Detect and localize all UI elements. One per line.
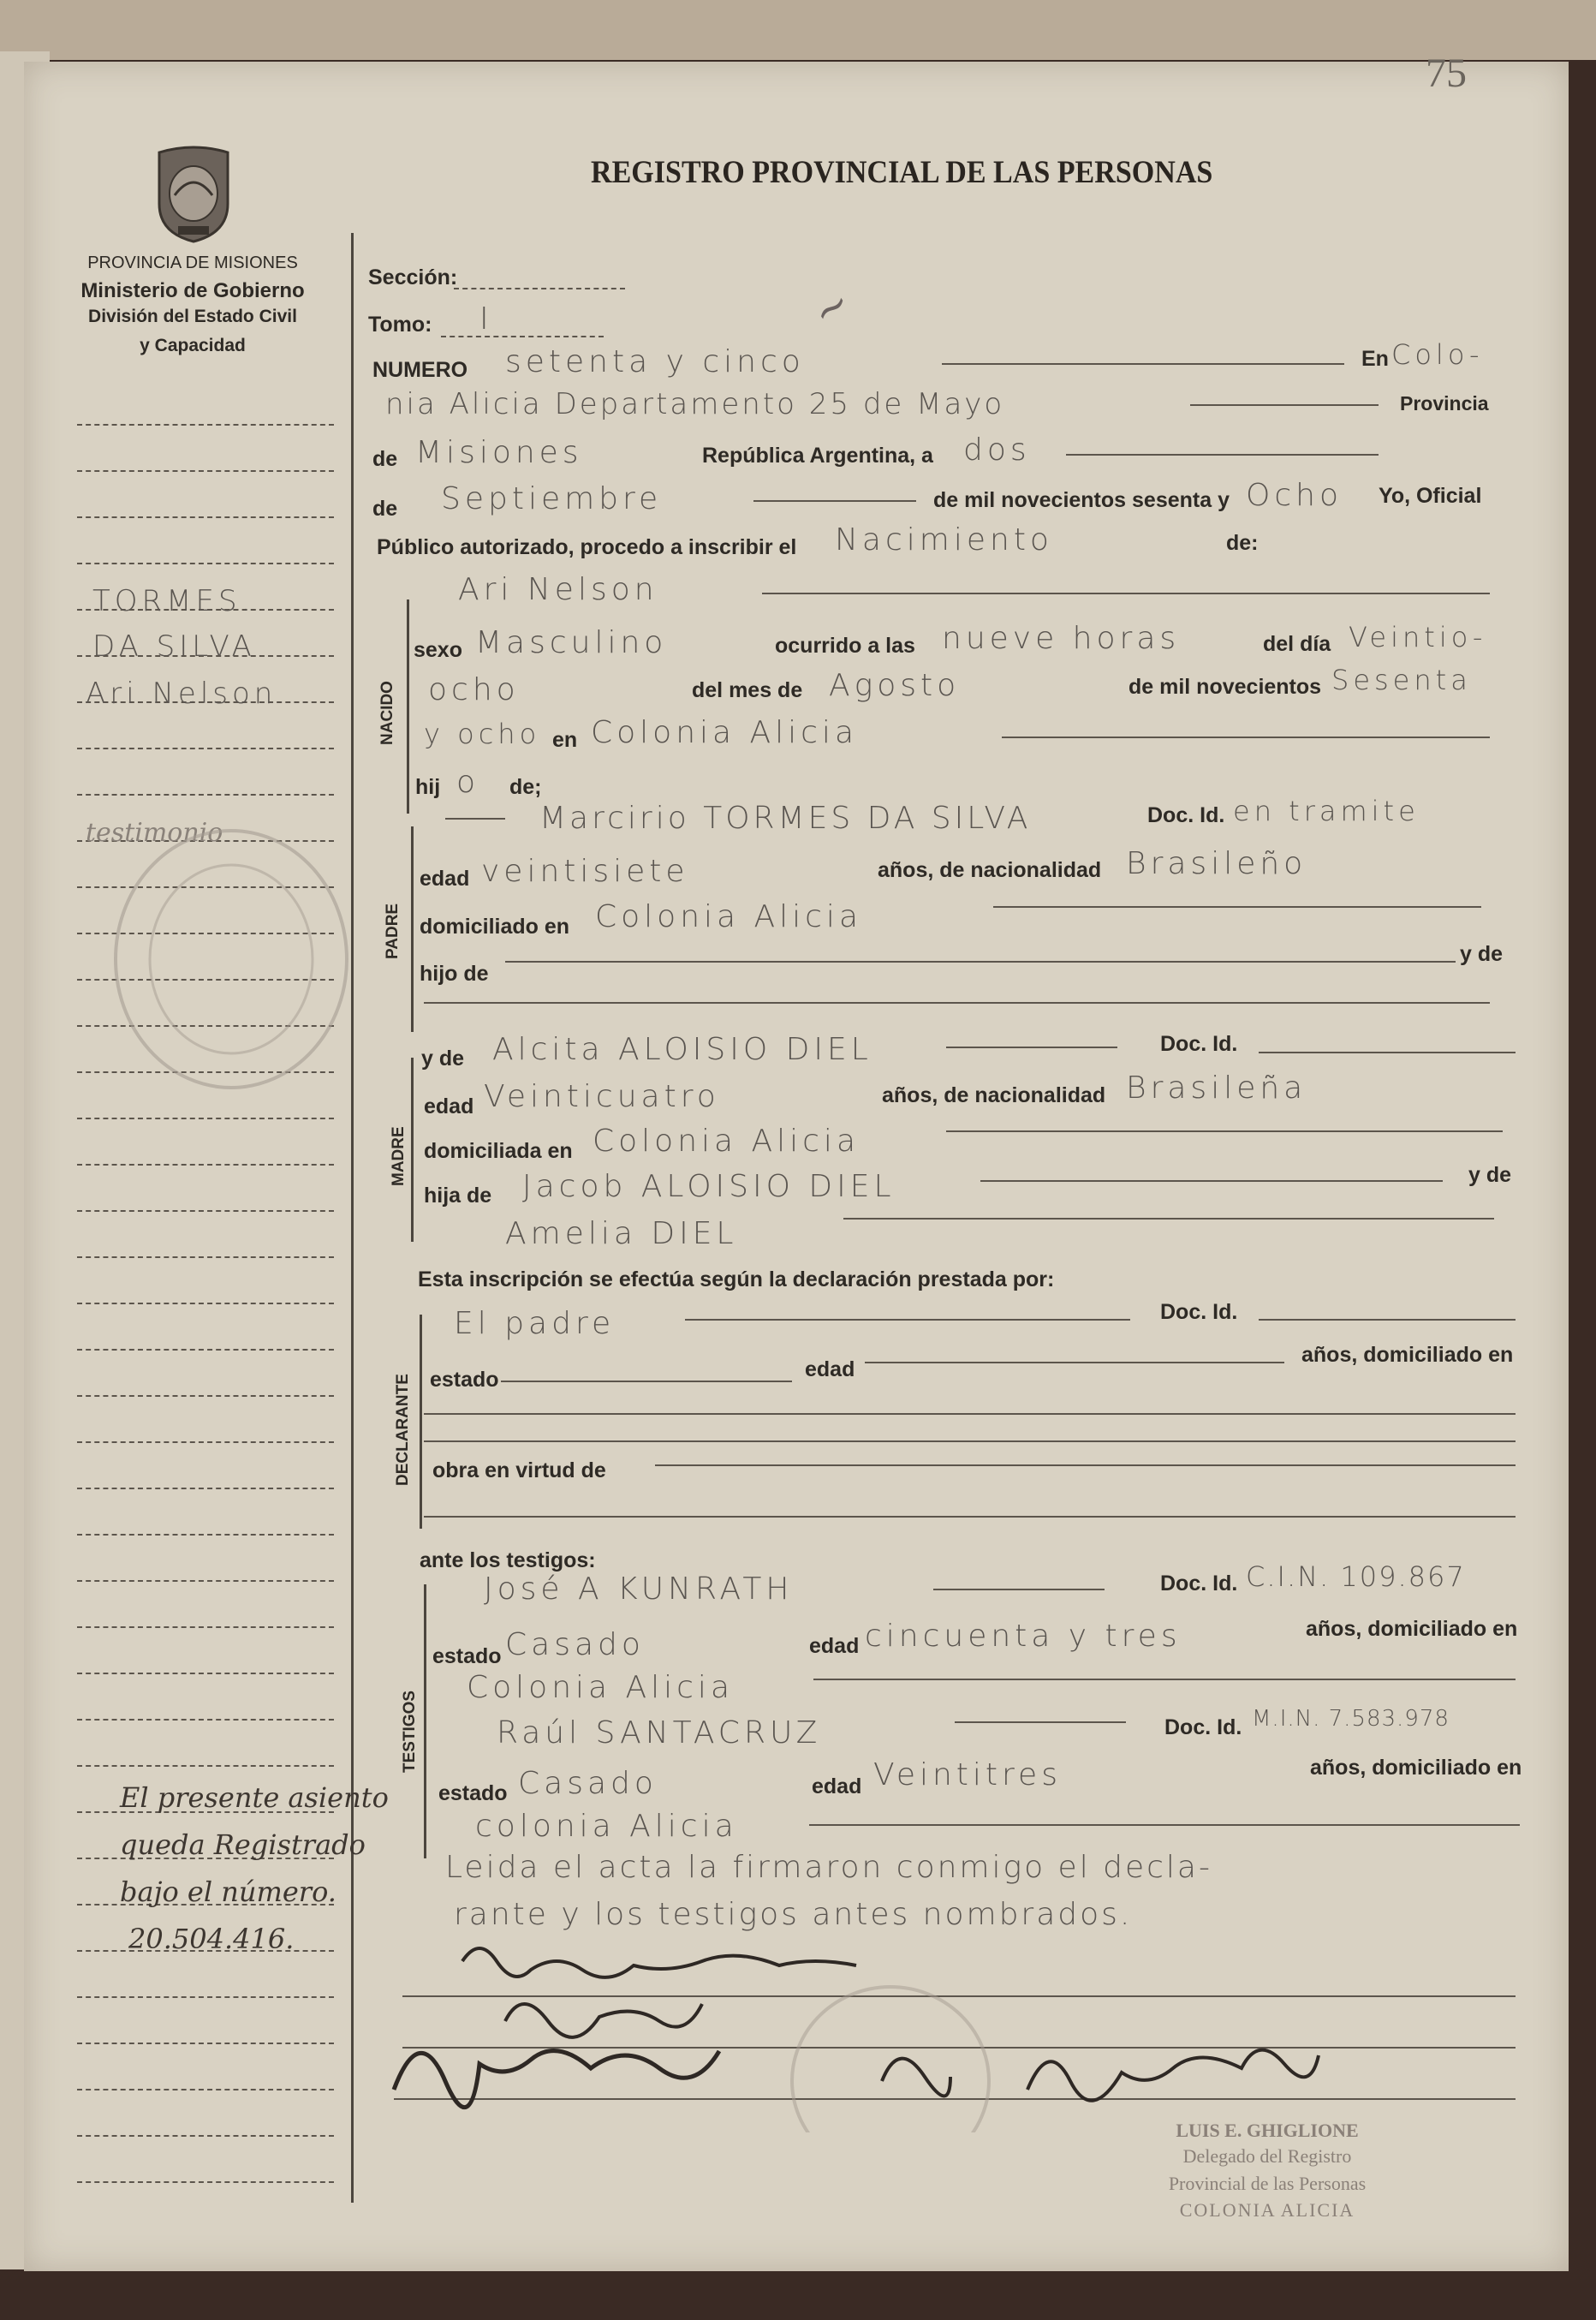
header-province: PROVINCIA DE MISIONES	[87, 253, 298, 272]
label-testigo2-anos-dom: años, domiciliado en	[1310, 1756, 1522, 1780]
margin-note1: El presente asiento	[120, 1781, 389, 1814]
label-madre-dom: domiciliada en	[424, 1139, 573, 1163]
value-madre-padre: Jacob ALOISIO DIEL	[522, 1169, 896, 1204]
stamp-line2: Delegado del Registro	[1182, 2145, 1352, 2167]
value-testigo1-dom: Colonia Alicia	[467, 1670, 734, 1705]
value-madre-dom: Colonia Alicia	[593, 1124, 860, 1159]
value-madre-edad: Veinticuatro	[484, 1079, 720, 1114]
value-tomo: I	[479, 301, 493, 337]
line-obra2	[424, 1516, 1516, 1518]
margin-rule	[77, 1349, 334, 1351]
section-bracket-declarante	[420, 1315, 422, 1529]
label-declarante-estado: estado	[430, 1368, 499, 1392]
value-madre-madre: Amelia DIEL	[505, 1216, 738, 1251]
line-nombre	[762, 593, 1490, 594]
label-de-colon: de:	[1226, 531, 1259, 555]
margin-rule	[77, 1626, 334, 1628]
value-madre-nombre: Alcita ALOISIO DIEL	[492, 1032, 872, 1067]
margin-rule	[77, 470, 334, 472]
header-capacidad: y Capacidad	[140, 336, 246, 355]
desk-background	[0, 0, 1596, 60]
label-testigo1-anos-dom: años, domiciliado en	[1306, 1617, 1518, 1641]
line-padre-lead	[445, 818, 505, 820]
line-tomo	[441, 336, 604, 337]
value-testigo2-dom: colonia Alicia	[475, 1809, 738, 1844]
value-mes-nac: Agosto	[829, 668, 961, 703]
margin-rule	[77, 2089, 334, 2090]
section-label-nacido: NACIDO	[378, 681, 396, 745]
value-declarante: El padre	[454, 1306, 616, 1341]
value-padre-doc: en tramite	[1233, 795, 1420, 827]
section-label-testigos: TESTIGOS	[401, 1690, 419, 1773]
margin-rule	[77, 424, 334, 426]
label-madre-edad: edad	[424, 1094, 474, 1118]
label-en: En	[1361, 347, 1389, 371]
faded-stamp-icon	[103, 814, 360, 1105]
label-testigo2-estado: estado	[438, 1781, 508, 1805]
margin-rule	[77, 1996, 334, 1998]
value-localidad-a: Colo-	[1391, 338, 1484, 371]
margin-rule	[77, 1164, 334, 1166]
value-dia-nac-a: Veintio-	[1349, 621, 1487, 653]
value-testigo2: Raúl SANTACRUZ	[497, 1715, 822, 1750]
label-republica: República Argentina, a	[702, 444, 933, 468]
label-del-mes: del mes de	[692, 678, 803, 702]
label-de2: de	[372, 497, 398, 521]
stamp-line1: LUIS E. GHIGLIONE	[1176, 2120, 1359, 2141]
label-del-dia: del día	[1263, 632, 1331, 656]
margin-rule	[77, 1719, 334, 1721]
margin-rule	[77, 1765, 334, 1767]
label-mil-sesenta: de mil novecientos sesenta y	[933, 488, 1230, 512]
page-title: REGISTRO PROVINCIAL DE LAS PERSONAS	[591, 155, 1213, 190]
value-dia-nac-b: ocho	[428, 672, 520, 707]
value-padre-nac: Brasileño	[1126, 846, 1307, 881]
section-label-padre: PADRE	[384, 903, 402, 959]
label-testigo1-doc: Doc. Id.	[1160, 1572, 1238, 1595]
value-cierre-a: Leida el acta la firmaron conmigo el decla-	[445, 1850, 1212, 1885]
line-padre-hijo-de	[505, 961, 1456, 963]
label-padre-dom: domiciliado en	[420, 915, 570, 939]
label-declarante-edad: edad	[805, 1357, 855, 1381]
margin-rule	[77, 1303, 334, 1304]
label-testigo2-doc: Doc. Id.	[1164, 1715, 1242, 1739]
value-padre-edad: veintisiete	[481, 854, 689, 889]
value-anio: Ocho	[1246, 478, 1343, 513]
value-anio-nac-b: y ocho	[424, 718, 541, 750]
value-testigo1-doc: C.I.N. 109.867	[1246, 1560, 1466, 1593]
label-hij: hij	[415, 775, 441, 799]
label-obra: obra en virtud de	[432, 1458, 606, 1482]
value-testigo1-estado: Casado	[505, 1627, 645, 1662]
line-madre-dom	[946, 1130, 1503, 1132]
line-testigo1-dom	[813, 1679, 1516, 1680]
line-seccion	[454, 288, 625, 289]
label-madre-anos-nac: años, de nacionalidad	[882, 1083, 1106, 1107]
value-testigo1: José A KUNRATH	[484, 1572, 794, 1607]
label-provincia: Provincia	[1400, 392, 1489, 414]
label-testigo1-edad: edad	[809, 1634, 860, 1658]
margin-divider	[351, 233, 354, 2203]
line-madre-nombre	[946, 1047, 1117, 1048]
label-testigo1-estado: estado	[432, 1644, 502, 1668]
section-label-madre: MADRE	[390, 1126, 408, 1186]
section-label-declarante: DECLARANTE	[394, 1374, 412, 1486]
margin-rule	[77, 1210, 334, 1212]
label-declarante-anos-dom: años, domiciliado en	[1301, 1343, 1514, 1367]
value-dia: dos	[963, 432, 1031, 468]
value-hora: nueve horas	[942, 621, 1181, 656]
value-cierre-b: rante y los testigos antes nombrados.	[454, 1897, 1133, 1932]
line-localidad	[1190, 404, 1379, 406]
page-number: 75	[1426, 51, 1467, 96]
margin-rule	[77, 1534, 334, 1536]
stamp-line3: Provincial de las Personas	[1168, 2173, 1367, 2194]
value-padre-dom: Colonia Alicia	[595, 899, 862, 934]
section-bracket-madre	[411, 1058, 414, 1242]
margin-rule	[77, 794, 334, 796]
line-testigo2-dom	[809, 1824, 1520, 1826]
label-padre-anos-nac: años, de nacionalidad	[878, 858, 1102, 882]
signatures-icon	[377, 1927, 1447, 2132]
margin-rule	[77, 2181, 334, 2183]
value-acto: Nacimiento	[835, 522, 1053, 558]
line-numero	[942, 363, 1344, 365]
margin-rule	[77, 1580, 334, 1582]
margin-testimonio: testimonio	[86, 818, 223, 848]
margin-rule	[77, 748, 334, 749]
section-bracket-testigos	[424, 1584, 426, 1858]
line-obra1	[655, 1464, 1516, 1466]
label-en2: en	[552, 728, 578, 752]
label-seccion: Sección:	[368, 265, 458, 289]
label-numero: NUMERO	[372, 358, 468, 382]
header-ministry: Ministerio de Gobierno	[80, 279, 305, 302]
coat-of-arms-icon	[152, 144, 235, 245]
value-testigo2-estado: Casado	[518, 1766, 658, 1801]
value-numero: setenta y cinco	[505, 344, 805, 379]
line-lugar-nac	[1002, 737, 1490, 738]
value-anio-nac-a: Sesenta	[1331, 664, 1472, 696]
line-declarante-dom1	[424, 1413, 1516, 1415]
margin-rule	[77, 1395, 334, 1397]
label-mil-nov: de mil novecientos	[1129, 675, 1322, 699]
label-inscripcion: Esta inscripción se efectúa según la declaración prestada por:	[418, 1267, 1055, 1291]
margin-note2: queda Registrado	[120, 1828, 366, 1861]
value-sexo: Masculino	[475, 625, 668, 660]
label-padre-doc: Doc. Id.	[1147, 803, 1225, 827]
line-madre-doc	[1259, 1052, 1516, 1053]
margin-rule	[77, 563, 334, 564]
label-ocurrido: ocurrido a las	[775, 634, 915, 658]
line-madre-madre	[843, 1218, 1494, 1220]
value-lugar-nac: Colonia Alicia	[591, 715, 858, 750]
label-sexo: sexo	[414, 638, 462, 662]
label-testigo2-edad: edad	[812, 1774, 862, 1798]
section-bracket-padre	[411, 826, 414, 1032]
approval-scribble: ~	[802, 277, 861, 338]
line-testigo2	[955, 1721, 1126, 1723]
label-madre-y-de: y de	[421, 1047, 465, 1071]
margin-given: Ari Nelson	[86, 677, 277, 711]
margin-rule	[77, 516, 334, 518]
label-madre-hija-de: hija de	[424, 1184, 492, 1208]
line-dia	[1066, 454, 1379, 456]
line-testigo1	[933, 1589, 1105, 1590]
line-declarante-doc	[1259, 1319, 1516, 1321]
margin-surname2: DA SILVA	[92, 629, 256, 664]
margin-rule	[77, 1256, 334, 1258]
value-provincia: Misiones	[415, 435, 583, 470]
value-testigo2-doc: M.I.N. 7.583.978	[1252, 1706, 1450, 1732]
label-de-semi: de;	[509, 775, 542, 799]
value-padre-nombre: Marcirio TORMES DA SILVA	[539, 801, 1032, 836]
label-madre-doc: Doc. Id.	[1160, 1032, 1238, 1056]
line-declarante-dom2	[424, 1440, 1516, 1442]
label-madre-y-de2: y de	[1468, 1163, 1512, 1187]
line-mes	[753, 500, 916, 502]
label-yo-oficial: Yo, Oficial	[1379, 484, 1482, 508]
margin-rule	[77, 1441, 334, 1443]
value-mes: Septiembre	[441, 481, 663, 516]
margin-rule	[77, 2043, 334, 2044]
stamp-line4: COLONIA ALICIA	[1179, 2199, 1355, 2221]
margin-rule	[77, 1673, 334, 1674]
margin-note3: bajo el número.	[120, 1876, 336, 1908]
section-bracket-nacido	[407, 599, 409, 814]
label-padre-hijo-de: hijo de	[420, 962, 489, 986]
label-publico: Público autorizado, procedo a inscribir el	[377, 535, 797, 559]
line-declarante-estado	[501, 1381, 792, 1382]
margin-rule	[77, 1118, 334, 1119]
value-testigo1-edad: cincuenta y tres	[865, 1619, 1182, 1654]
line-madre-padre	[980, 1180, 1443, 1182]
value-hijo-sufijo: o	[456, 765, 480, 800]
label-ante: ante los testigos:	[420, 1548, 596, 1572]
margin-rule	[77, 1488, 334, 1489]
label-tomo: Tomo:	[368, 313, 432, 337]
line-declarante	[685, 1319, 1130, 1321]
header-division: División del Estado Civil	[88, 307, 297, 326]
value-localidad-b: nia Alicia Departamento 25 de Mayo	[385, 387, 1005, 421]
value-nombre: Ari Nelson	[458, 572, 658, 607]
value-testigo2-edad: Veintitres	[873, 1757, 1062, 1792]
margin-surname1: TORMES.	[92, 584, 255, 618]
line-padre-dom	[993, 906, 1481, 908]
margin-note4: 20.504.416.	[128, 1923, 295, 1955]
label-padre-y-de: y de	[1460, 942, 1504, 966]
label-padre-edad: edad	[420, 867, 470, 891]
line-padre-y-de	[424, 1002, 1490, 1004]
margin-rule	[77, 2135, 334, 2137]
label-declarante-doc: Doc. Id.	[1160, 1300, 1238, 1324]
value-madre-nac: Brasileña	[1126, 1071, 1307, 1106]
line-declarante-edad	[865, 1362, 1284, 1363]
label-de: de	[372, 447, 398, 471]
